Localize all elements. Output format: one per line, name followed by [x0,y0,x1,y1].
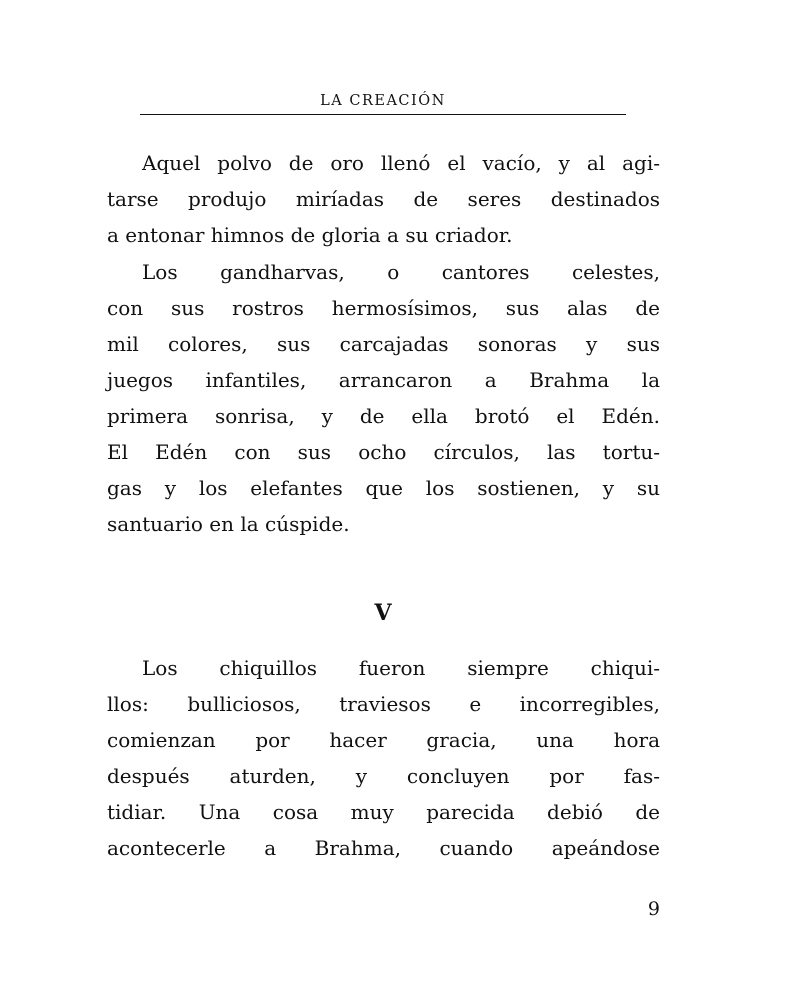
paragraph-line: Los chiquillos fueron siempre chiqui- [142,656,660,680]
paragraph-line: acontecerle a Brahma, cuando apeándose [107,836,660,860]
paragraph-line: primera sonrisa, y de ella brotó el Edén. [107,404,660,428]
paragraph-line: a entonar himnos de gloria a su criador. [107,223,513,247]
section-heading: V [374,600,392,626]
paragraph-line: comienzan por hacer gracia, una hora [107,728,660,752]
paragraph-line: tarse produjo miríadas de seres destinados [107,187,660,211]
paragraph-2 [107,254,660,542]
paragraph-3 [107,650,660,866]
paragraph-line: santuario en la cúspide. [107,512,350,536]
header-rule [140,114,626,115]
paragraph-line: mil colores, sus carcajadas sonoras y sus [107,332,660,356]
paragraph-line: gas y los elefantes que los sostienen, y su [107,476,660,500]
running-head: LA CREACIÓN [320,93,446,109]
paragraph-line: después aturden, y concluyen por fas- [107,764,660,788]
page-number: 9 [647,898,660,920]
paragraph-line: tidiar. Una cosa muy parecida debió de [107,800,660,824]
paragraph-line: El Edén con sus ocho círculos, las tortu- [107,440,660,464]
paragraph-1 [107,145,660,253]
paragraph-line: con sus rostros hermosísimos, sus alas de [107,296,660,320]
paragraph-line: Los gandharvas, o cantores celestes, [142,260,660,284]
paragraph-line: Aquel polvo de oro llenó el vacío, y al agi- [142,151,660,175]
paragraph-line: juegos infantiles, arrancaron a Brahma la [107,368,660,392]
paragraph-line: llos: bulliciosos, traviesos e incorregibles, [107,692,660,716]
